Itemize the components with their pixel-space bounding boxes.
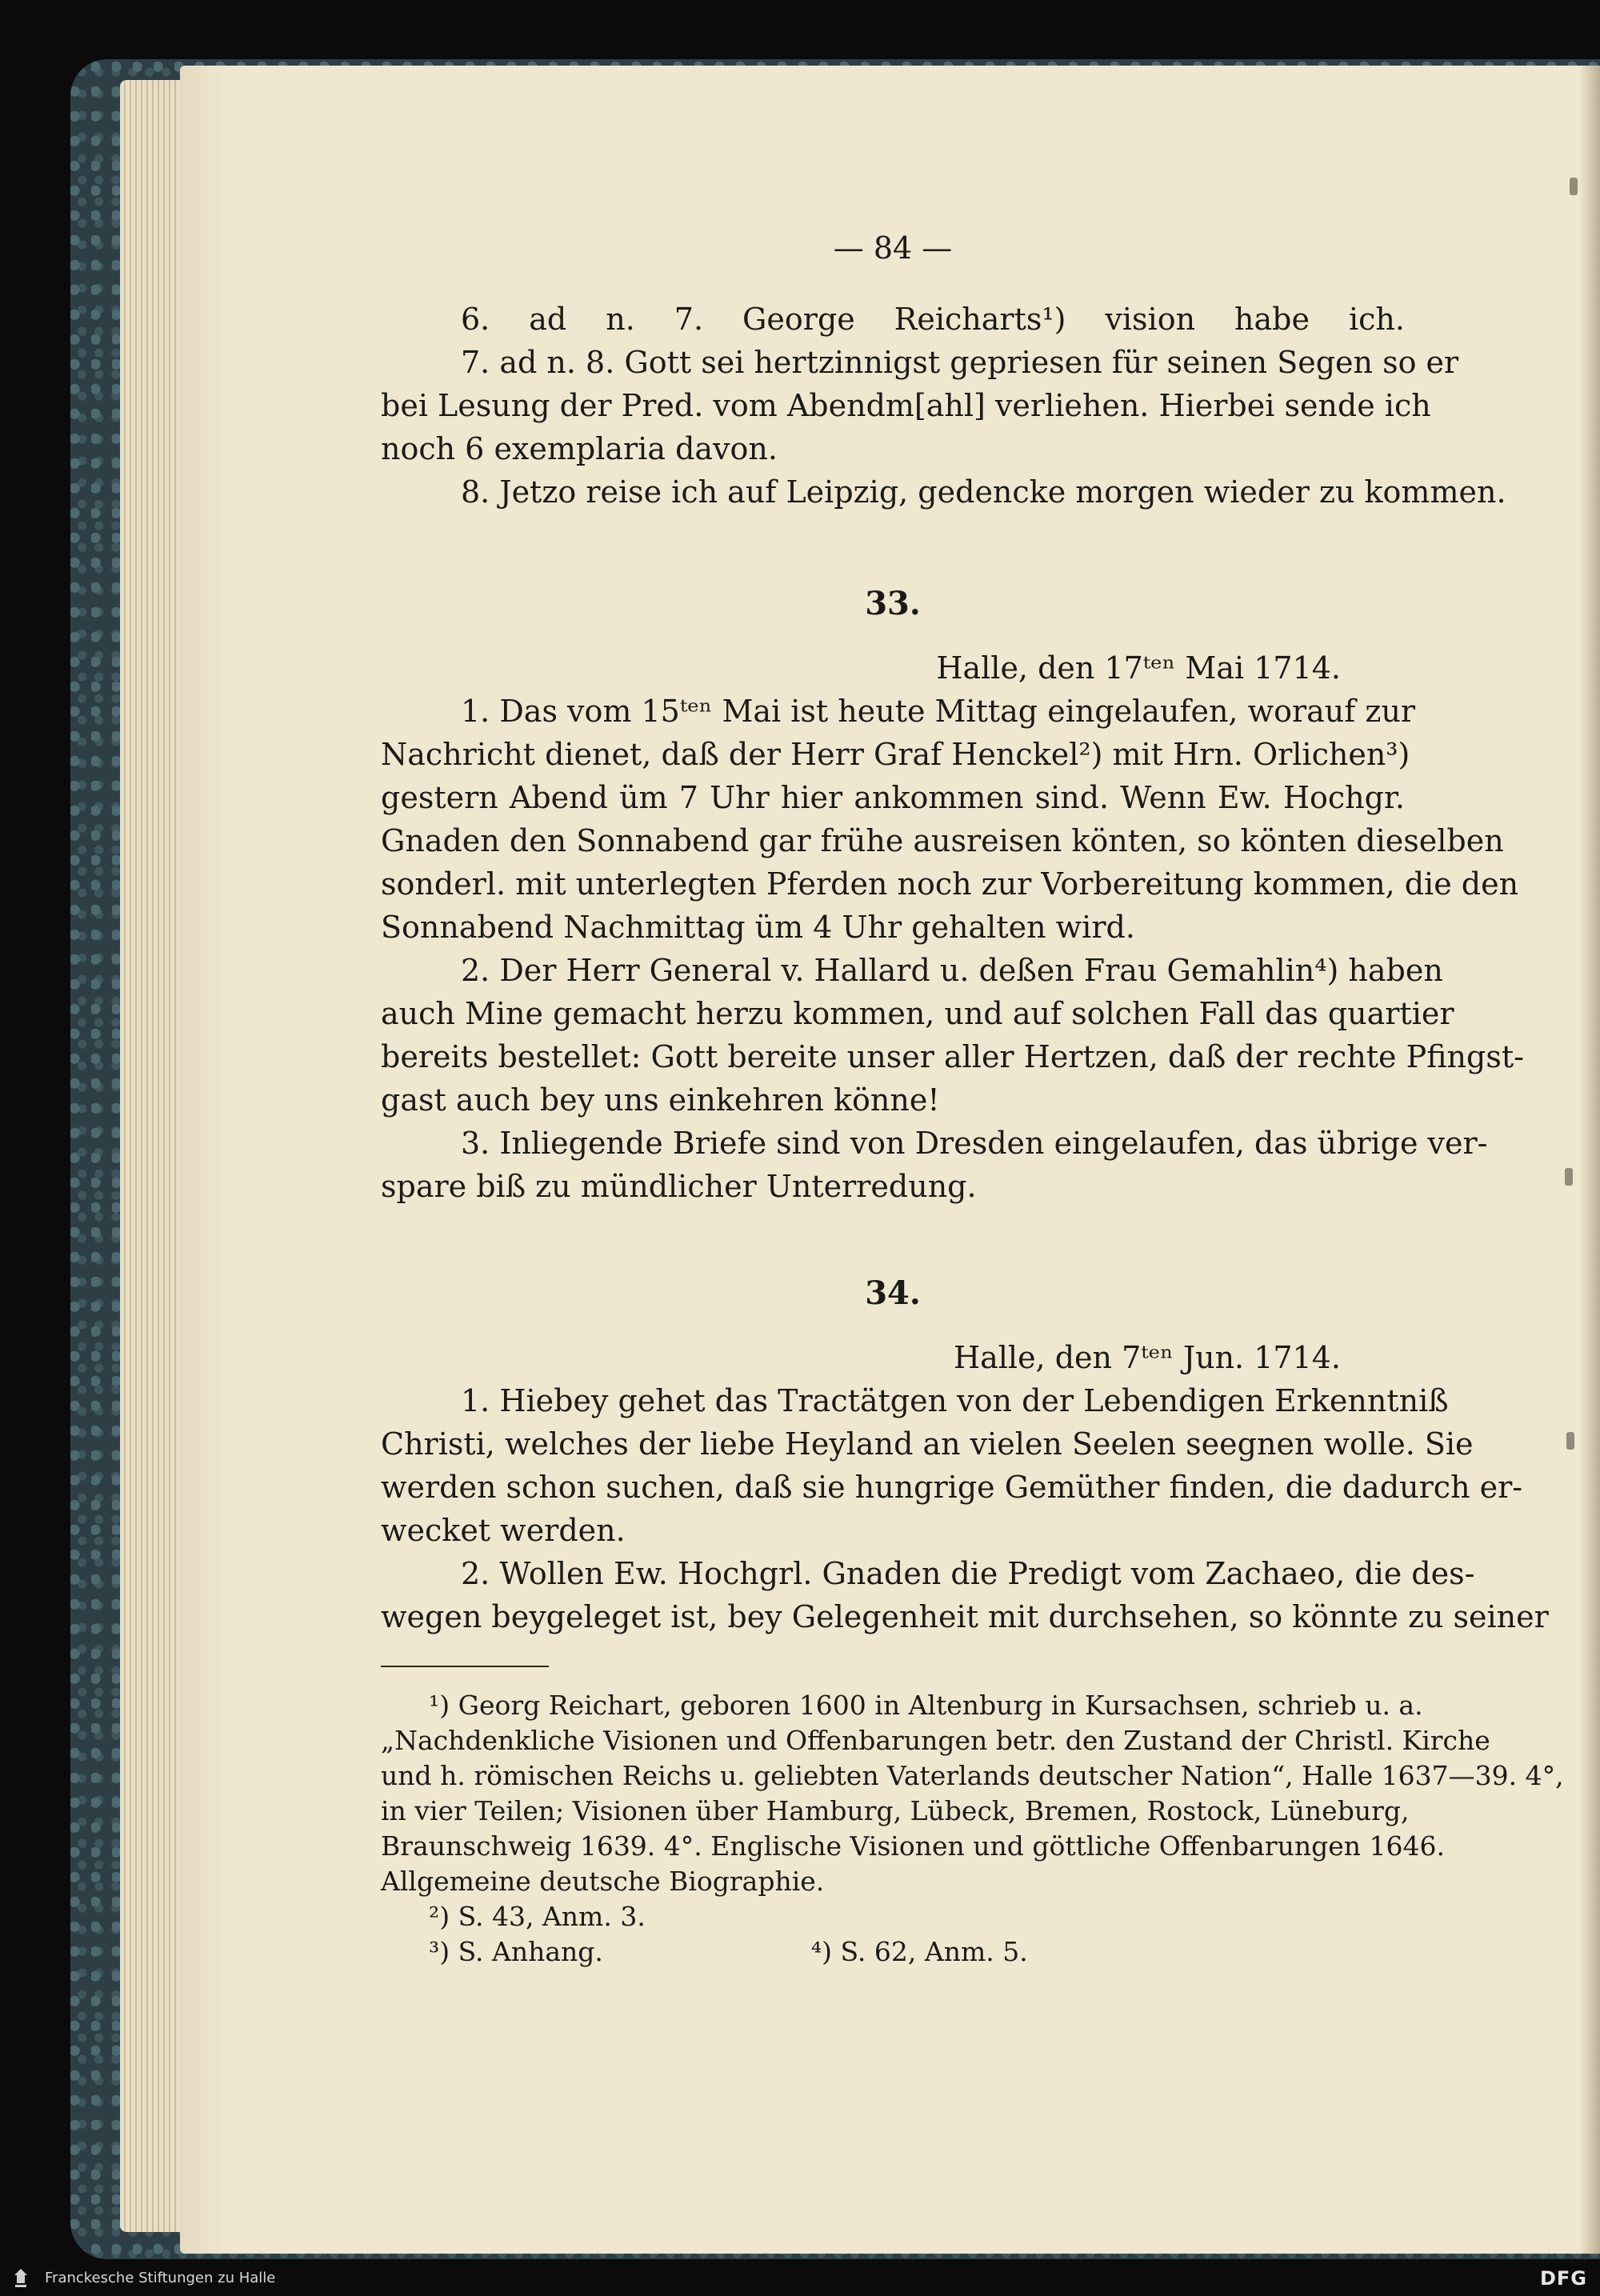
footnote-line: Braunschweig 1639. 4°. Englische Visionen und göttliche Offenbarungen 1646. — [381, 1830, 1445, 1862]
text-line: bei Lesung der Pred. vom Abendm[ahl] verliehen. Hierbei sende ich — [381, 388, 1431, 423]
text-line: 2. Der Herr General v. Hallard u. deßen Frau Gemahlin⁴) haben — [461, 953, 1443, 988]
dateline: Halle, den 7ᵗᵉⁿ Jun. 1714. — [953, 1340, 1341, 1375]
text-line: 1. Das vom 15ᵗᵉⁿ Mai ist heute Mittag eingelaufen, worauf zur — [461, 694, 1416, 729]
text-line: auch Mine gemacht herzu kommen, und auf solchen Fall das quartier — [381, 996, 1454, 1031]
letter-34 — [381, 1272, 1564, 1970]
text-line: 8. Jetzo reise ich auf Leipzig, gedencke morgen wieder zu kommen. — [461, 474, 1506, 510]
text-line: wecket werden. — [381, 1513, 626, 1548]
text-line: sonderl. mit unterlegten Pferden noch zur Vorbereitung kommen, die den — [381, 866, 1519, 902]
pencil-mark — [1566, 1432, 1574, 1450]
footnote-4: ⁴) S. 62, Anm. 5. — [810, 1936, 1028, 1967]
text-line: 3. Inliegende Briefe sind von Dresden eingelaufen, das übrige ver- — [461, 1126, 1488, 1161]
letter-33 — [381, 582, 1524, 1208]
footnote-line: Allgemeine deutsche Biographie. — [381, 1866, 825, 1897]
footnotes — [381, 1688, 1564, 1970]
text-line: gast auch bey uns einkehren könne! — [381, 1082, 940, 1118]
institution-logo-icon — [8, 2266, 34, 2291]
letter-number: 34. — [865, 1274, 921, 1312]
footnote-rule — [381, 1666, 549, 1667]
footnote-line: in vier Teilen; Visionen über Hamburg, Lübeck, Bremen, Rostock, Lüneburg, — [381, 1795, 1410, 1826]
text-line: spare biß zu mündlicher Unterredung. — [381, 1169, 977, 1204]
footnote-line: „Nachdenkliche Visionen und Offenbarungen betr. den Zustand der Christl. Kirche — [381, 1725, 1490, 1756]
text-line: 7. ad n. 8. Gott sei hertzinnigst gepriesen für seinen Segen so er — [461, 345, 1459, 380]
footnote-2: ²) S. 43, Anm. 3. — [429, 1901, 646, 1932]
page-number: — 84 — — [833, 230, 953, 266]
dateline: Halle, den 17ᵗᵉⁿ Mai 1714. — [936, 650, 1341, 686]
text-line: 6. ad n. 7. George Reicharts¹) vision habe ich. — [461, 302, 1405, 337]
dfg-logo: DFG — [1539, 2267, 1587, 2290]
text-line: werden schon suchen, daß sie hungrige Gemüther finden, die dadurch er- — [381, 1470, 1523, 1505]
text-line: bereits bestellet: Gott bereite unser aller Hertzen, daß der rechte Pfingst- — [381, 1039, 1524, 1074]
text-line: 1. Hiebey gehet das Tractätgen von der Lebendigen Erkenntniß — [461, 1383, 1449, 1418]
text-line: Nachricht dienet, daß der Herr Graf Henckel²) mit Hrn. Orlichen³) — [381, 737, 1410, 772]
gutter-shadow — [1579, 66, 1600, 2254]
text-line: 2. Wollen Ew. Hochgrl. Gnaden die Predigt vom Zachaeo, die des- — [461, 1556, 1475, 1591]
continued-letter — [381, 298, 1506, 514]
letter-number: 33. — [865, 585, 921, 622]
pencil-mark — [1565, 1168, 1573, 1186]
footnote-line: und h. römischen Reichs u. geliebten Vaterlands deutscher Nation“, Halle 1637—39. 4°, — [381, 1760, 1564, 1791]
pencil-mark — [1570, 178, 1578, 195]
text-line: Sonnabend Nachmittag üm 4 Uhr gehalten wird. — [381, 910, 1135, 945]
text-line: wegen beygeleget ist, bey Gelegenheit mit durchsehen, so könnte zu seiner — [381, 1599, 1549, 1634]
text-line: Christi, welches der liebe Heyland an vielen Seelen seegnen wolle. Sie — [381, 1426, 1474, 1462]
footnote-3: ³) S. Anhang. — [429, 1936, 603, 1967]
institution-name: Franckesche Stiftungen zu Halle — [45, 2270, 276, 2286]
text-line: gestern Abend üm 7 Uhr hier ankommen sind. Wenn Ew. Hochgr. — [381, 780, 1405, 815]
footnote-line: ¹) Georg Reichart, geboren 1600 in Altenburg in Kursachsen, schrieb u. a. — [429, 1690, 1423, 1721]
text-line: Gnaden den Sonnabend gar frühe ausreisen könten, so könten dieselben — [381, 823, 1504, 858]
footnote-row — [381, 1934, 1405, 1970]
text-line: noch 6 exemplaria davon. — [381, 431, 778, 466]
viewer-footer — [0, 2261, 1600, 2296]
